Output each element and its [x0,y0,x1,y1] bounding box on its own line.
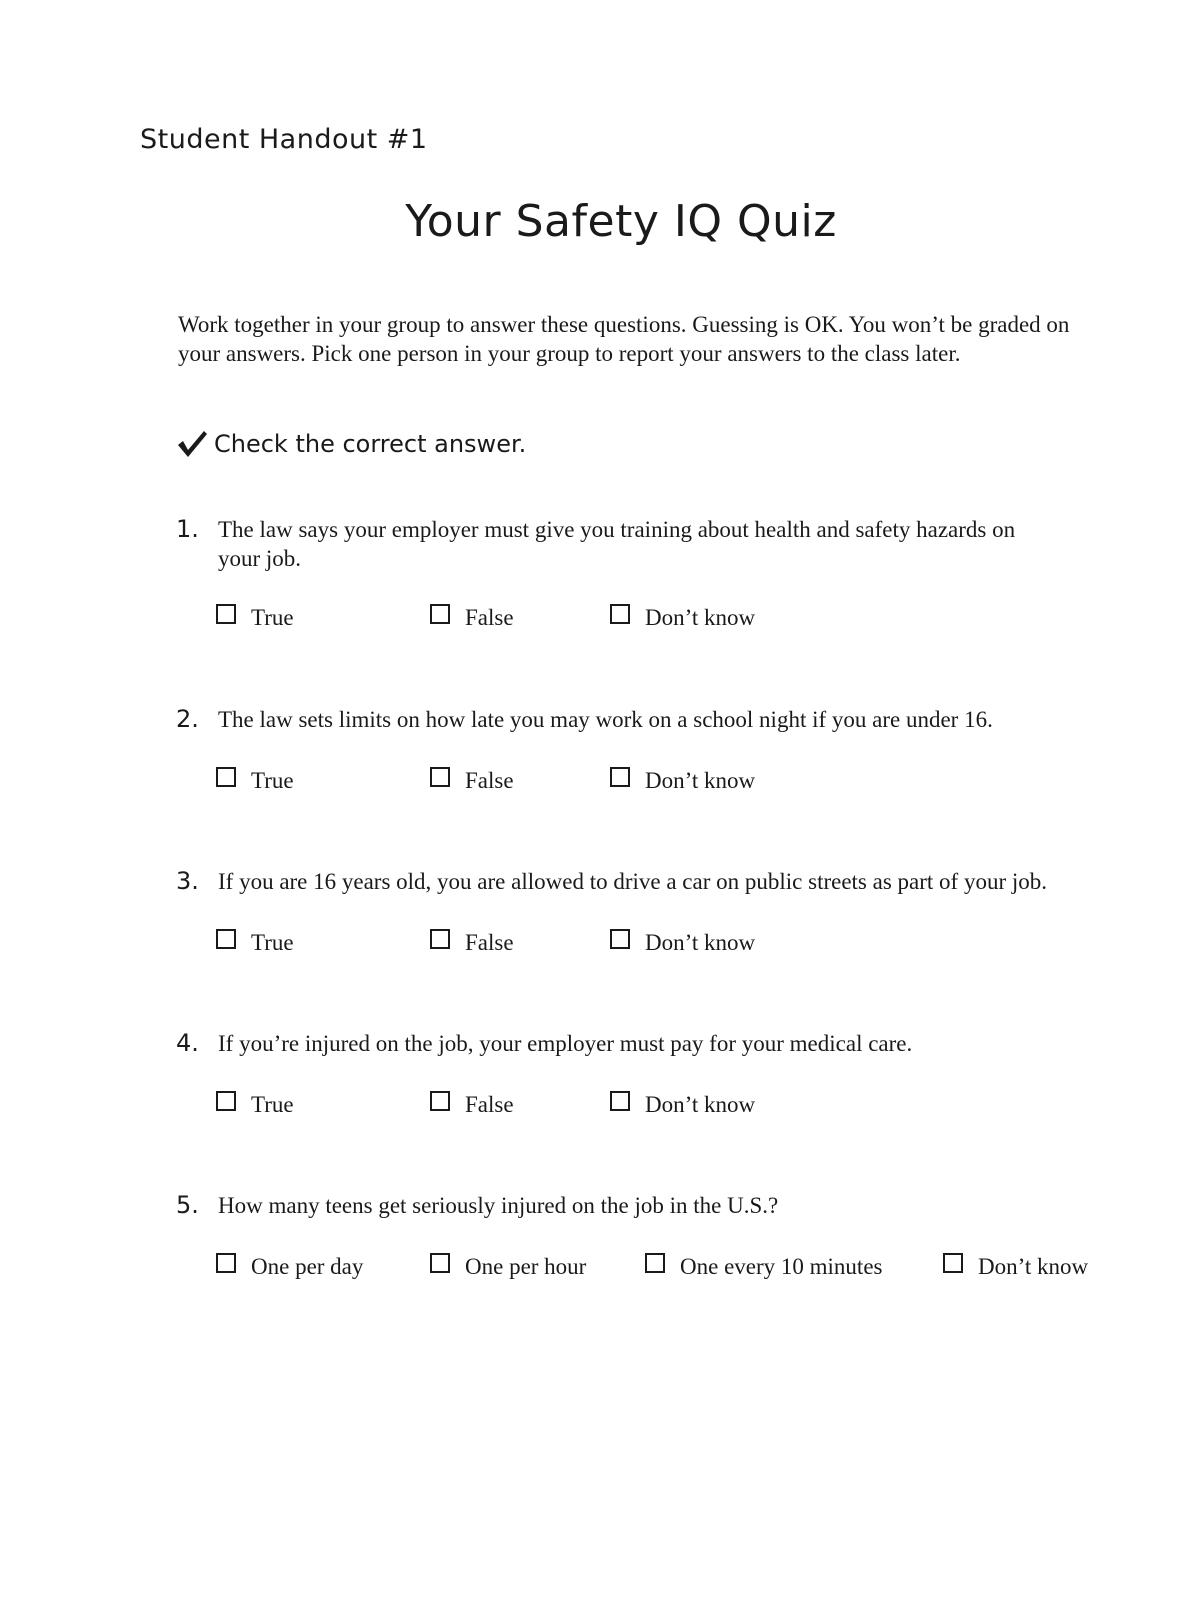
option-one-per-hour[interactable] [430,1253,586,1279]
option-true[interactable] [216,604,294,630]
option-dont-know[interactable] [610,767,755,793]
question-number: 4. [176,1029,199,1057]
option-label: One per hour [465,1254,587,1279]
answer-options [216,1091,1200,1123]
handout-label: Student Handout #1 [140,124,428,155]
option-false[interactable] [430,767,514,793]
check-mark-icon [176,428,208,460]
checkbox[interactable] [430,1253,450,1273]
question-number: 5. [176,1191,199,1219]
checkbox[interactable] [610,1091,630,1111]
question-number: 1. [176,515,199,543]
option-label: False [465,930,514,955]
page-title: Your Safety IQ Quiz [405,196,837,247]
option-label: False [465,768,514,793]
checkbox[interactable] [216,929,236,949]
option-label: False [465,1092,514,1117]
option-one-per-day[interactable] [216,1253,363,1279]
option-label: True [251,768,294,793]
answer-options [216,929,1200,961]
option-label: Don’t know [978,1254,1089,1279]
checkbox[interactable] [610,604,630,624]
option-label: Don’t know [645,605,756,630]
checkbox[interactable] [610,767,630,787]
question-text: The law says your employer must give you training about health and safety hazards on your job. [218,517,1016,571]
option-dont-know[interactable] [943,1253,1088,1279]
question-text: The law sets limits on how late you may work on a school night if you are under 16. [218,707,993,732]
checkbox[interactable] [430,929,450,949]
option-false[interactable] [430,1091,514,1117]
option-true[interactable] [216,767,294,793]
checkbox[interactable] [216,767,236,787]
question-text: If you are 16 years old, you are allowed to drive a car on public streets as part of your job. [218,869,1047,894]
option-false[interactable] [430,604,514,630]
checkbox[interactable] [645,1253,665,1273]
question-number: 2. [176,705,199,733]
option-label: True [251,1092,294,1117]
checkbox[interactable] [430,767,450,787]
option-label: Don’t know [645,1092,756,1117]
question-text: How many teens get seriously injured on the job in the U.S.? [218,1193,779,1218]
option-dont-know[interactable] [610,604,755,630]
answer-options [216,767,1200,799]
option-label: Don’t know [645,930,756,955]
question-number: 3. [176,867,199,895]
option-dont-know[interactable] [610,1091,755,1117]
checkbox[interactable] [430,604,450,624]
option-label: Don’t know [645,768,756,793]
checkbox[interactable] [216,1091,236,1111]
option-true[interactable] [216,1091,294,1117]
option-label: True [251,930,294,955]
checkbox[interactable] [430,1091,450,1111]
answer-options [216,604,1200,636]
question-text: If you’re injured on the job, your employer must pay for your medical care. [218,1031,913,1056]
intro-paragraph: Work together in your group to answer these questions. Guessing is OK. You won’t be graded on your answers. Pick one person in your group to report your answers to the class later. [178,312,1070,366]
checkbox[interactable] [216,1253,236,1273]
option-label: One per day [251,1254,364,1279]
checkbox[interactable] [216,604,236,624]
option-label: True [251,605,294,630]
checkbox[interactable] [610,929,630,949]
option-true[interactable] [216,929,294,955]
answer-options [216,1253,1200,1285]
option-label: One every 10 minutes [680,1254,883,1279]
instruction [176,428,526,460]
option-one-every-10-minutes[interactable] [645,1253,882,1279]
option-false[interactable] [430,929,514,955]
instruction-text: Check the correct answer. [214,430,527,458]
checkbox[interactable] [943,1253,963,1273]
option-label: False [465,605,514,630]
option-dont-know[interactable] [610,929,755,955]
